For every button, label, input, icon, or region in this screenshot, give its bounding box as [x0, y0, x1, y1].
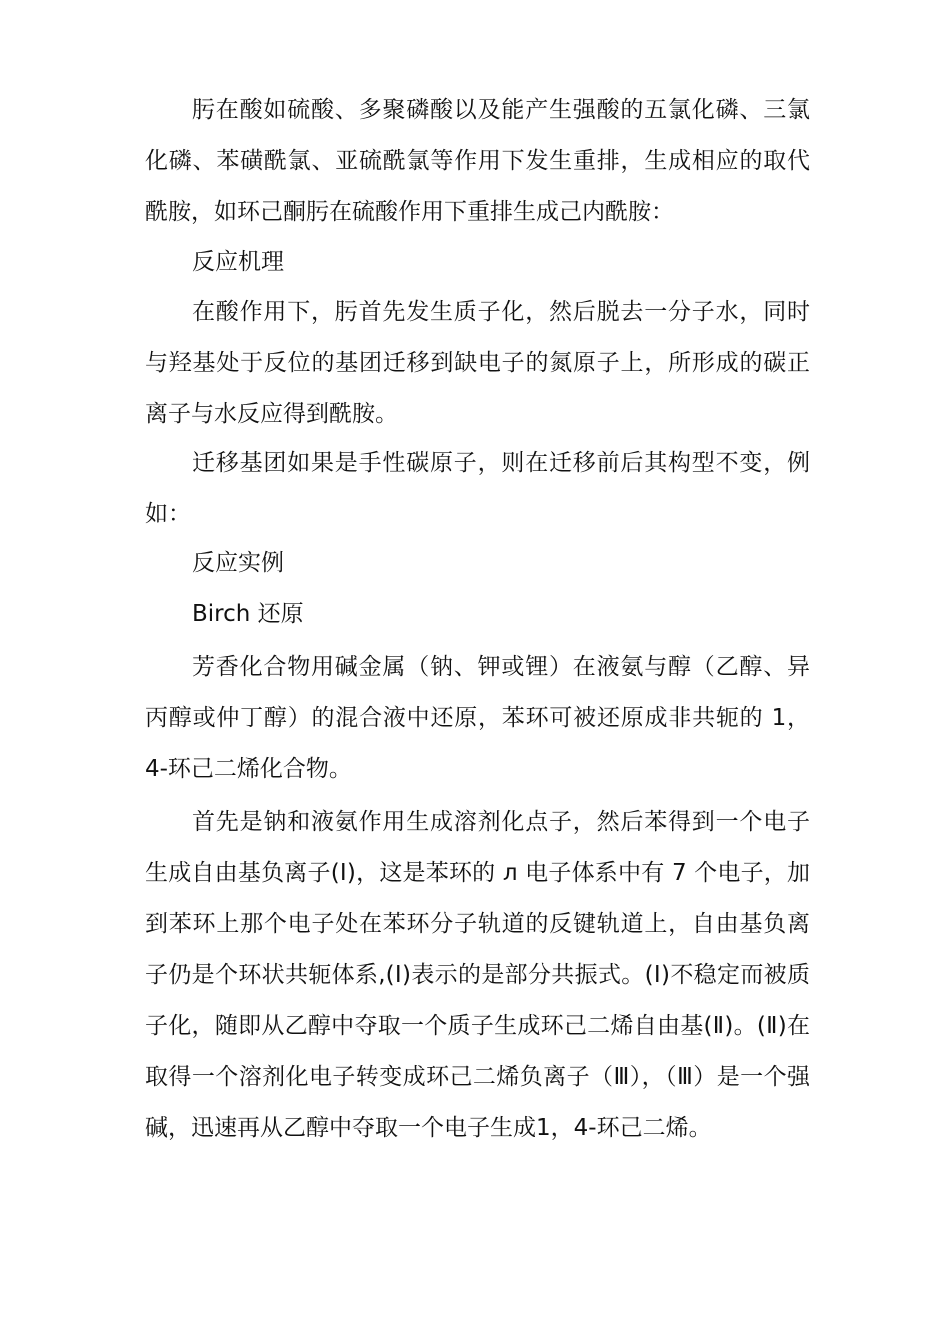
paragraph-beckmann-intro: 肟在酸如硫酸、多聚磷酸以及能产生强酸的五氯化磷、三氯化磷、苯磺酰氯、亚硫酰氯等作用下发生重排，生成相应的取代酰胺，如环己酮肟在硫酸作用下重排生成己内酰胺：	[145, 97, 810, 225]
paragraph-birch-mechanism: 首先是钠和液氨作用生成溶剂化点子，然后苯得到一个电子生成自由基负离子(Ⅰ)，这是苯环的 л 电子体系中有 7 个电子，加到苯环上那个电子处在苯环分子轨道的反键轨道上，自由基负离子仍是个环状共轭体系,(Ⅰ)表示的是部分共振式。(Ⅰ)不稳定而被质子化，随即从乙醇中夺取一个质子生成环己二烯自由基(Ⅱ)。(Ⅱ)在取得一个溶剂化电子转变成环己二烯负离子（Ⅲ），（Ⅲ）是一个强碱，迅速再从乙醇中夺取一个电子生成1，4-环己二烯。	[145, 809, 810, 1141]
paragraph-mechanism: 在酸作用下，肟首先发生质子化，然后脱去一分子水，同时与羟基处于反位的基团迁移到缺电子的氮原子上，所形成的碳正离子与水反应得到酰胺。	[145, 299, 810, 427]
heading-birch-reduction: Birch 还原	[192, 601, 304, 627]
paragraph-birch-intro: 芳香化合物用碱金属（钠、钾或锂）在液氨与醇（乙醇、异丙醇或仲丁醇）的混合液中还原，苯环可被还原成非共轭的 1，4-环己二烯化合物。	[145, 654, 810, 782]
heading-reaction-mechanism: 反应机理	[192, 249, 284, 275]
heading-reaction-examples: 反应实例	[192, 550, 284, 576]
paragraph-migration: 迁移基团如果是手性碳原子，则在迁移前后其构型不变，例如：	[145, 450, 810, 527]
